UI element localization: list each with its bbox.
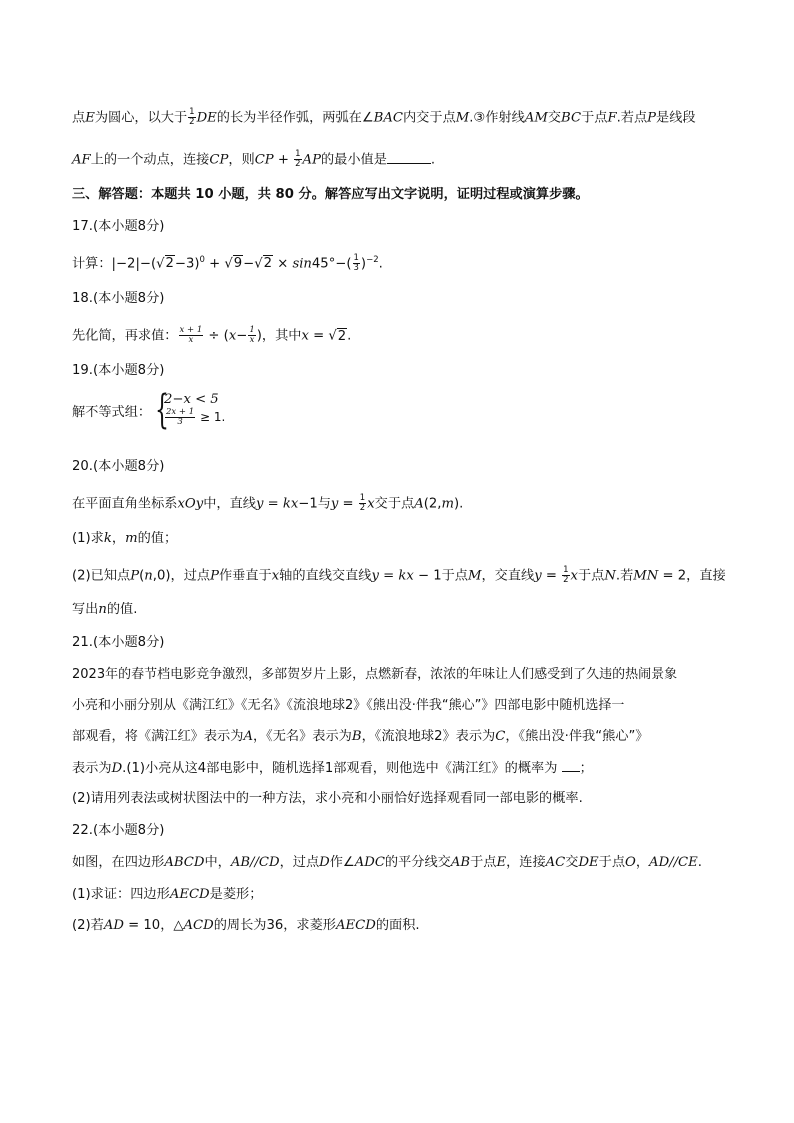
var: AF (72, 152, 91, 168)
q18-head: 18.(本小题8分) (72, 291, 165, 306)
fraction (179, 326, 204, 345)
inequality-2 (164, 408, 225, 427)
text: 上的一个动点，连接 (90, 152, 210, 168)
text: (1)求证：四边形 (72, 887, 170, 902)
denominator: x (188, 335, 194, 345)
text: 轴的直线交直线 (279, 568, 372, 584)
var: P (210, 568, 219, 584)
var: AD (103, 918, 124, 933)
text: ，连接 (506, 855, 546, 870)
text: 于点 (598, 855, 626, 870)
var: n (98, 602, 107, 617)
intro-line-2 (72, 150, 435, 170)
q17-body (72, 251, 383, 273)
fraction (294, 150, 301, 169)
text: (2, (423, 496, 442, 512)
text: .若点 (616, 110, 648, 126)
q22-body (72, 854, 702, 872)
text: − (243, 256, 255, 272)
text: 表示为 (72, 761, 112, 776)
var: y (330, 496, 339, 512)
denominator: 3 (353, 262, 359, 273)
var: CP (254, 152, 274, 168)
var: B (351, 729, 362, 744)
text: . (221, 410, 226, 424)
text: ， (111, 531, 126, 546)
inequality-1 (164, 392, 219, 407)
q20-body (72, 494, 463, 514)
var: DE (578, 855, 599, 870)
exponent: −2 (366, 255, 379, 265)
var: A (414, 496, 424, 512)
denominator: 2 (359, 503, 366, 513)
fraction (188, 108, 195, 127)
numerator: 1 (353, 252, 359, 263)
text: (1)求 (72, 531, 104, 546)
text: ，《流浪地球2》表示为 (361, 729, 496, 744)
text: 先化简，再求值： (72, 328, 178, 344)
fraction (353, 254, 360, 273)
var: E (85, 110, 95, 126)
var: BAC (373, 110, 403, 126)
text: 45°−( (311, 256, 352, 272)
var: AECD (169, 887, 210, 902)
numerator: x + 1 (179, 325, 203, 335)
exponent: 0 (199, 255, 205, 265)
var: D (319, 855, 330, 870)
text: 的最小值是 (320, 152, 387, 168)
sqrt-sign: √ (224, 256, 233, 272)
text: + (273, 152, 294, 168)
q19-head: 19.(本小题8分) (72, 363, 165, 378)
text: −3) (174, 256, 200, 272)
q20-head: 20.(本小题8分) (72, 459, 165, 474)
text: 于点 (577, 568, 605, 584)
numerator: 1 (563, 565, 569, 575)
var: x (367, 496, 375, 512)
var: AECD (336, 918, 376, 933)
func: sin (292, 256, 312, 272)
text: ). (454, 496, 464, 512)
answer-blank[interactable] (387, 151, 431, 164)
text: 计算：|−2|−( (72, 256, 157, 272)
text: (2)若 (72, 918, 104, 933)
var: N (604, 568, 616, 584)
q18-body (72, 326, 351, 346)
denominator: x (249, 335, 255, 345)
text: = 10，△ (123, 918, 184, 933)
text: ,0)，过点 (152, 568, 211, 584)
text: − (236, 328, 248, 344)
text: 于点 (470, 855, 497, 870)
q22-part2 (72, 917, 420, 935)
expr: AB//CD (230, 855, 280, 870)
denominator: 2 (189, 117, 195, 127)
text: + (204, 256, 225, 272)
text: 作垂直于 (218, 568, 272, 584)
q21-line-5: (2)请用列表法或树状图法中的一种方法，求小亮和小丽恰好选择观看同一部电影的概率. (72, 791, 583, 806)
var: y (534, 568, 542, 584)
text: 交 (565, 855, 579, 870)
text: 如图，在四边形 (72, 855, 165, 870)
text: 中，直线 (203, 496, 256, 512)
text: . (697, 855, 702, 870)
text: 内交于点 (402, 110, 456, 126)
text: 2−x < 5 (164, 392, 219, 407)
intro-line-1 (72, 108, 696, 128)
var: xOy (177, 496, 204, 512)
text: ) (360, 256, 367, 272)
text: 的平分线交 (384, 855, 451, 870)
expr: y = kx (371, 568, 414, 584)
text: . (430, 152, 436, 168)
text: 的值. (106, 602, 138, 617)
text: 解不等式组： (72, 405, 152, 420)
q20-part1 (72, 530, 177, 548)
text: ，过点 (279, 855, 320, 870)
q21-line-1: 2023年的春节档电影竞争激烈，多部贺岁片上影，点燃新春，浓浓的年味让人们感受到了久违的热闹景象 (72, 667, 678, 682)
numerator: 1 (249, 325, 255, 335)
sqrt-sign: √ (254, 256, 263, 272)
text: − 1于点 (413, 568, 468, 584)
numerator: 1 (295, 149, 301, 159)
fraction (562, 566, 569, 585)
text: . (347, 328, 352, 344)
var: D (111, 761, 123, 776)
var: AM (524, 110, 548, 126)
denominator: 2 (563, 575, 569, 585)
var: MN (633, 568, 659, 584)
var: DE (196, 110, 217, 126)
var: P (647, 110, 657, 126)
text: 是菱形； (209, 887, 263, 902)
text: (2)已知点 (72, 568, 131, 584)
text: 中， (204, 855, 231, 870)
q22-head: 22.(本小题8分) (72, 823, 165, 838)
var: F (607, 110, 617, 126)
numerator: 1 (359, 493, 366, 503)
var: x (301, 328, 309, 344)
var: AB (450, 855, 471, 870)
denominator: 3 (177, 417, 183, 427)
var: P (130, 568, 140, 584)
fraction (165, 408, 195, 427)
var: ADC (354, 855, 385, 870)
text: ≥ 1 (196, 410, 222, 424)
text: ÷ ( (204, 328, 229, 344)
text: 的面积. (375, 918, 420, 933)
var: m (125, 531, 138, 546)
text: = (541, 568, 562, 584)
text: 的值； (137, 531, 178, 546)
var: A (243, 729, 253, 744)
text: 的周长为36，求菱形 (213, 918, 336, 933)
radicand: 9 (233, 256, 243, 272)
text: .若 (615, 568, 634, 584)
text: = (338, 496, 358, 512)
var: k (103, 531, 112, 546)
sqrt-sign: √ (156, 256, 165, 272)
var: n (144, 568, 153, 584)
fraction (248, 326, 255, 345)
radicand: 2 (263, 256, 272, 272)
text: ，《熊出没·伴我“熊心”》 (505, 729, 649, 744)
var: O (625, 855, 636, 870)
q21-line-3 (72, 728, 648, 746)
text: ； (579, 761, 593, 776)
var: ACD (183, 918, 214, 933)
text: .③作射线 (469, 110, 525, 126)
var: M (455, 110, 470, 126)
text: 交 (547, 110, 562, 126)
q20-part2 (72, 566, 726, 586)
var: CP (209, 152, 229, 168)
text: . (378, 256, 383, 272)
var: AP (302, 152, 321, 168)
text: −1与 (298, 496, 331, 512)
text: = √ (308, 328, 337, 344)
var: x (570, 568, 578, 584)
radicand: 2 (165, 256, 174, 272)
var: x (271, 568, 280, 584)
text: ， (635, 855, 650, 870)
system-brace: { (155, 387, 169, 433)
text: 交于点 (374, 496, 415, 512)
text: ，交直线 (481, 568, 535, 584)
q22-part1 (72, 886, 262, 904)
text: 于点 (581, 110, 608, 126)
var: m (441, 496, 454, 512)
text: 点 (72, 110, 86, 126)
section-heading: 三、解答题：本题共 10 小题，共 80 分。解答应写出文字说明，证明过程或演算步骤。 (72, 187, 589, 202)
numerator: 1 (189, 107, 195, 117)
answer-blank[interactable] (562, 759, 580, 772)
text: 的长为半径作弧，两弧在∠ (216, 110, 374, 126)
text: 在平面直角坐标系 (72, 496, 178, 512)
text: ( (139, 568, 145, 584)
text: )，其中 (256, 328, 302, 344)
text: 作∠ (329, 855, 355, 870)
text: ，《无名》表示为 (252, 729, 352, 744)
var: x (228, 328, 237, 344)
q21-line-4 (72, 759, 593, 778)
q17-head: 17.(本小题8分) (72, 219, 165, 234)
expr: y = kx (255, 496, 299, 512)
text: .(1)小亮从这4部电影中，随机选择1部观看，则他选中《满江红》的概率为 (122, 761, 562, 776)
var: C (495, 729, 506, 744)
text: × (273, 256, 293, 272)
var: ABCD (164, 855, 205, 870)
radicand: 2 (337, 328, 347, 344)
fraction (359, 494, 366, 513)
text: 为圆心，以大于 (94, 110, 188, 126)
text: 部观看，将《满江红》表示为 (72, 729, 244, 744)
text: 写出 (72, 602, 99, 617)
q21-head: 21.(本小题8分) (72, 635, 165, 650)
text: = 2，直接 (658, 568, 726, 584)
numerator: 2x + 1 (166, 407, 195, 417)
q20-part2-cont (72, 601, 137, 619)
denominator: 2 (295, 159, 301, 169)
var: AC (545, 855, 566, 870)
var: BC (561, 110, 582, 126)
text: ，则 (228, 152, 255, 168)
var: E (496, 855, 507, 870)
text: 是线段 (656, 110, 696, 126)
expr: AD//CE (649, 855, 698, 870)
var: M (467, 568, 482, 584)
q21-line-2: 小亮和小丽分别从《满江红》《无名》《流浪地球2》《熊出没·伴我“熊心”》四部电影中随机选择一 (72, 698, 625, 713)
